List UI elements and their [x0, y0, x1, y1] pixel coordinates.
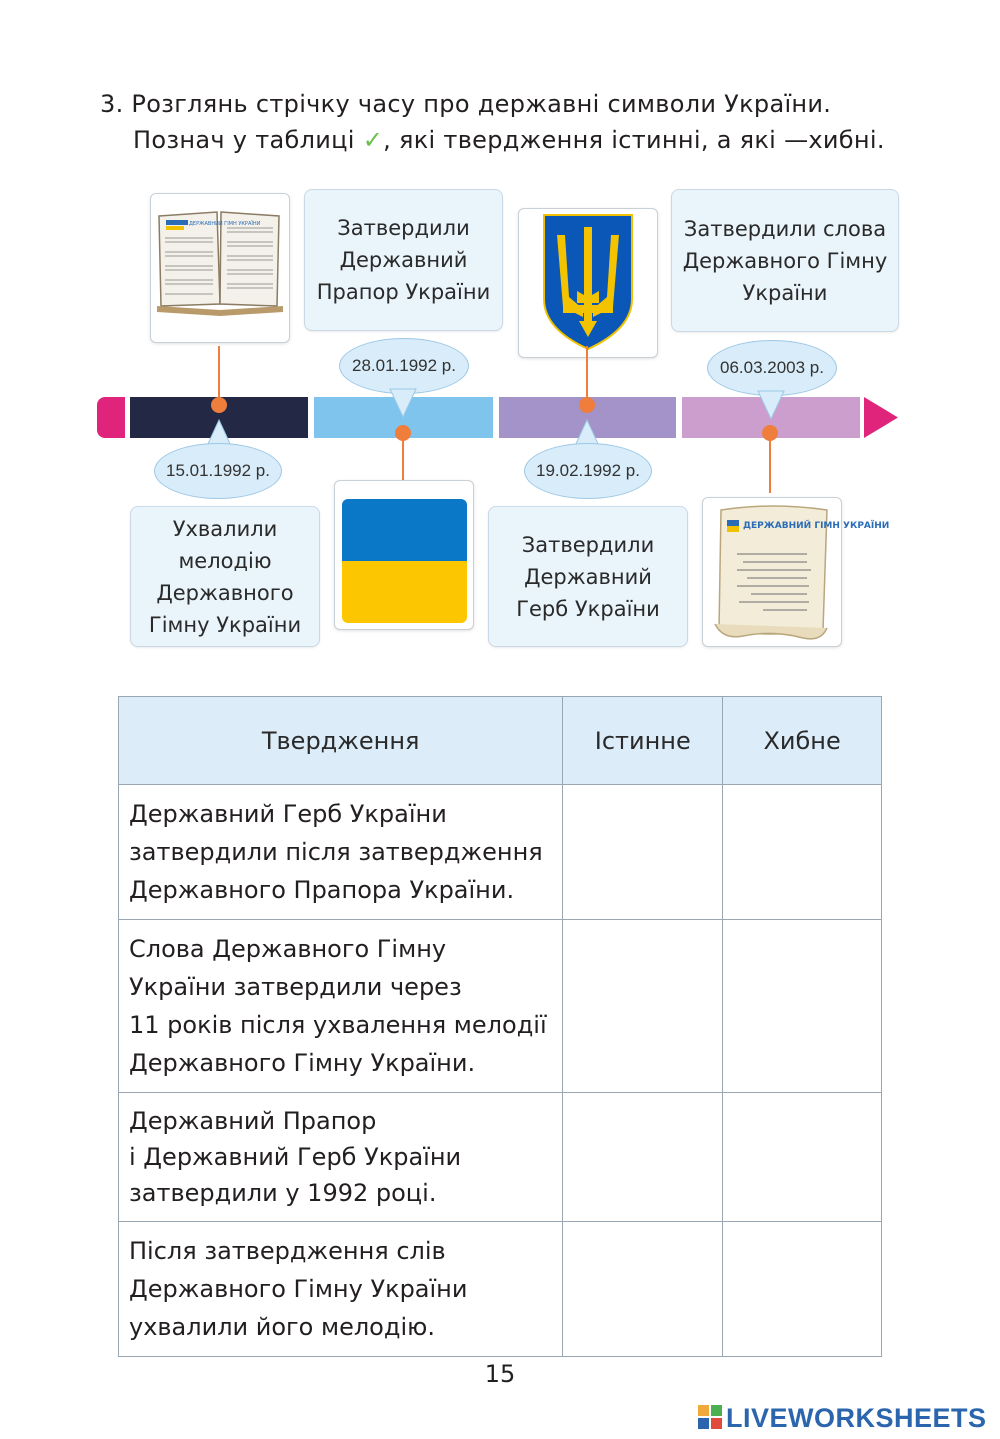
true-answer-cell[interactable]: [563, 785, 723, 920]
table-header-row: [119, 697, 882, 785]
event-3-card: [488, 506, 688, 647]
open-book-icon: [151, 194, 289, 342]
false-answer-cell[interactable]: [723, 920, 882, 1093]
header-false: Хибне: [723, 697, 882, 785]
statement-cell: Державний Герб України затвердили після затвердження Державного Прапора України.: [119, 785, 563, 920]
timeline-arrow-icon: [860, 397, 900, 438]
event-4-connector: [769, 433, 771, 493]
true-answer-cell[interactable]: [563, 1222, 723, 1357]
event-1-dot: [211, 397, 227, 413]
statement-cell: Державний Прапор і Державний Герб України затвердили у 1992 році.: [119, 1093, 563, 1222]
anthem-book-image: [150, 193, 290, 343]
event-4-text: Затвердили слова Державного Гімну України: [682, 216, 888, 305]
liveworksheets-logo[interactable]: [697, 1403, 987, 1437]
header-true: Істинне: [563, 697, 723, 785]
event-4-bubble-pointer: [758, 391, 784, 419]
trident-icon: [519, 209, 657, 357]
event-3-date: 19.02.1992 р.: [524, 443, 652, 499]
timeline-start-cap: [97, 397, 125, 438]
event-2-bubble-pointer: [390, 389, 416, 417]
statements-table: [118, 696, 882, 1357]
event-4-date: 06.03.2003 р.: [707, 340, 837, 396]
table-row: [119, 1093, 882, 1222]
flag-blue-stripe: [342, 499, 467, 561]
true-answer-cell[interactable]: [563, 920, 723, 1093]
scroll-title-text: ДЕРЖАВНИЙ ГІМН УКРАЇНИ: [743, 521, 890, 531]
event-2-card: [304, 189, 503, 331]
false-answer-cell[interactable]: [723, 1093, 882, 1222]
flag-image: [334, 480, 474, 630]
check-icon: ✓: [362, 126, 384, 154]
logo-text: LIVEWORKSHEETS: [726, 1403, 987, 1433]
event-1-date: 15.01.1992 р.: [154, 443, 282, 499]
task-instruction: [100, 86, 885, 158]
event-2-date: 28.01.1992 р.: [339, 338, 469, 394]
book-title-text: ДЕРЖАВНИЙ ГІМН УКРАЇНИ: [189, 221, 261, 227]
logo-blocks-icon: [697, 1404, 723, 1437]
scroll-icon: [703, 498, 890, 646]
table-row: [119, 785, 882, 920]
event-4-card: [671, 189, 899, 332]
event-3-dot: [579, 397, 595, 413]
table-row: [119, 920, 882, 1093]
event-3-text: Затвердили Державний Герб України: [516, 532, 660, 621]
event-2-text: Затвердили Державний Прапор України: [316, 216, 491, 304]
table-row: [119, 1222, 882, 1357]
page-number: 15: [484, 1360, 516, 1388]
statement-cell: Після затвердження слів Державного Гімну України ухвалили його мелодію.: [119, 1222, 563, 1357]
event-1-text: Ухвалили мелодію Державного Гімну України: [148, 516, 302, 637]
event-1-card: [130, 506, 320, 647]
header-statement: Твердження: [119, 697, 563, 785]
anthem-scroll-image: [702, 497, 890, 647]
false-answer-cell[interactable]: [723, 785, 882, 920]
task-line-2: Познач у таблиці ✓, які твердження істинні, а які —хибні.: [133, 126, 885, 154]
coat-of-arms-image: [518, 208, 658, 358]
flag-yellow-stripe: [342, 561, 467, 623]
task-line-1: 3. Розглянь стрічку часу про державні символи України.: [100, 90, 832, 118]
statement-cell: Слова Державного Гімну України затвердили через 11 років після ухвалення мелодії Державного Гімну України.: [119, 920, 563, 1093]
false-answer-cell[interactable]: [723, 1222, 882, 1357]
true-answer-cell[interactable]: [563, 1093, 723, 1222]
